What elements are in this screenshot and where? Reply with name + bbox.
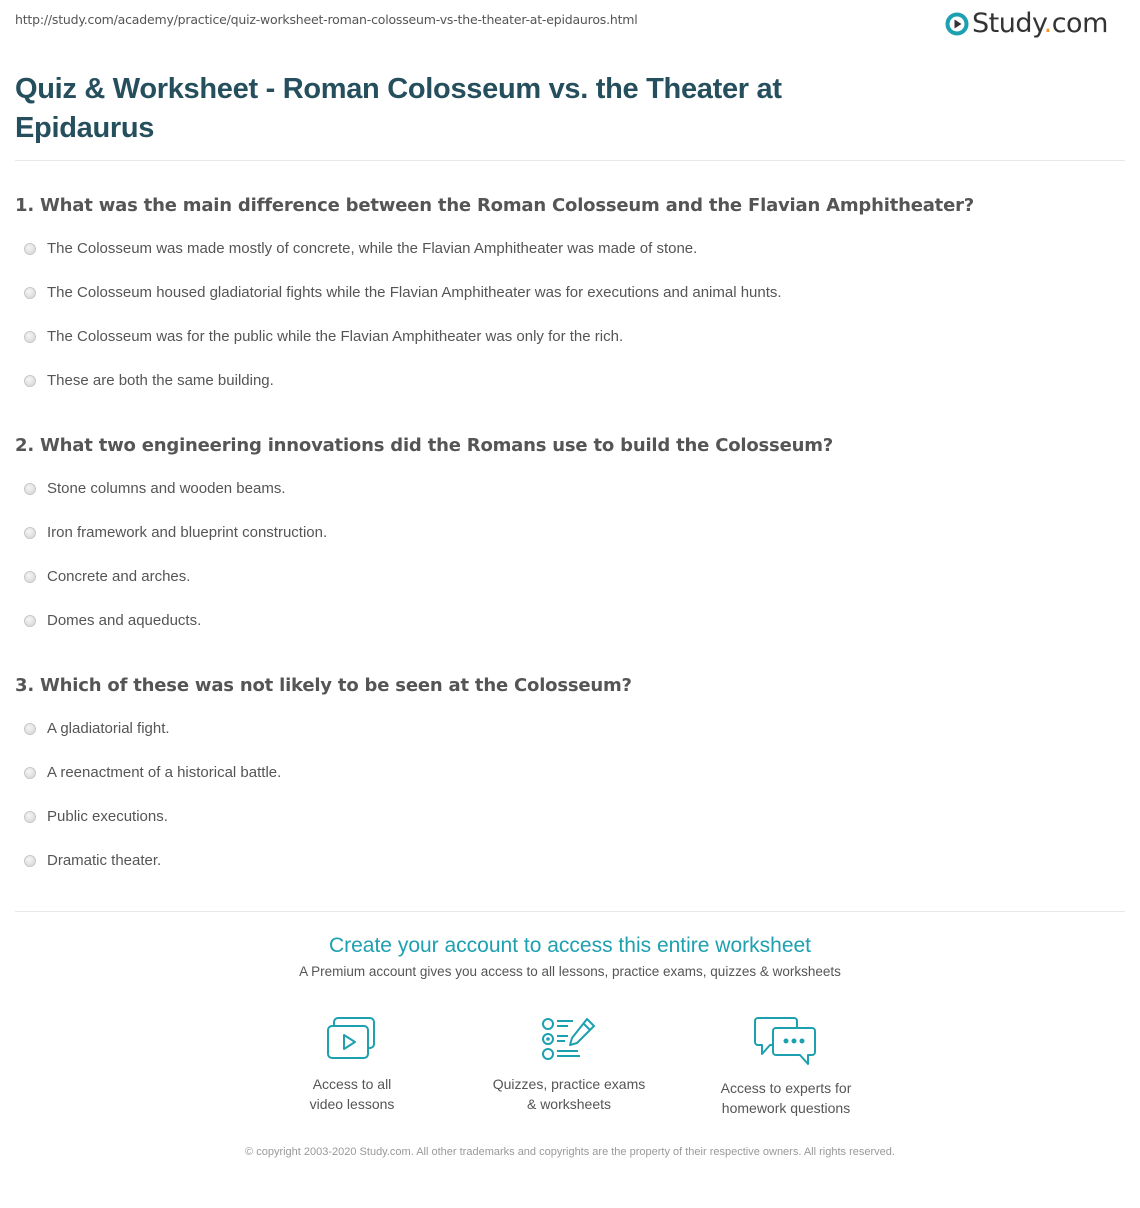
- title-divider: [15, 160, 1125, 161]
- radio-button[interactable]: [24, 527, 36, 539]
- question-3-option-1[interactable]: A gladiatorial fight.: [24, 720, 170, 737]
- cta-title-link[interactable]: Create your account to access this entire worksheet: [328, 934, 812, 957]
- radio-button[interactable]: [24, 331, 36, 343]
- feature-experts: Access to experts for homework questions: [686, 1016, 886, 1118]
- study-logo[interactable]: [945, 9, 1108, 39]
- question-1-option-2[interactable]: The Colosseum housed gladiatorial fights while the Flavian Amphitheater was for executions and animal hunts.: [24, 284, 782, 301]
- radio-button[interactable]: [24, 571, 36, 583]
- question-1-option-4[interactable]: These are both the same building.: [24, 372, 274, 389]
- question-1-option-3[interactable]: The Colosseum was for the public while the Flavian Amphitheater was only for the rich.: [24, 328, 623, 345]
- question-2: 2. What two engineering innovations did the Romans use to build the Colosseum?: [15, 435, 833, 456]
- radio-button[interactable]: [24, 615, 36, 627]
- copyright-notice: © copyright 2003-2020 Study.com. All other trademarks and copyrights are the property of their respective owners. All rights reserved.: [245, 1146, 895, 1158]
- radio-button[interactable]: [24, 855, 36, 867]
- question-2-option-3[interactable]: Concrete and arches.: [24, 568, 190, 585]
- question-2-option-2[interactable]: Iron framework and blueprint construction.: [24, 524, 327, 541]
- question-1: 1. What was the main difference between the Roman Colosseum and the Flavian Amphitheater?: [15, 195, 975, 216]
- logo-text: Study.com: [972, 8, 1108, 39]
- question-3-option-2[interactable]: A reenactment of a historical battle.: [24, 764, 281, 781]
- page-title: Quiz & Worksheet - Roman Colosseum vs. the Theater at Epidaurus: [15, 73, 782, 144]
- question-2-option-4[interactable]: Domes and aqueducts.: [24, 612, 201, 629]
- feature-quizzes: Quizzes, practice exams & worksheets: [469, 1016, 669, 1114]
- question-2-option-1[interactable]: Stone columns and wooden beams.: [24, 480, 285, 497]
- quiz-checklist-icon: [540, 1016, 598, 1062]
- radio-button[interactable]: [24, 483, 36, 495]
- radio-button[interactable]: [24, 243, 36, 255]
- radio-button[interactable]: [24, 287, 36, 299]
- radio-button[interactable]: [24, 723, 36, 735]
- study-play-icon: [945, 12, 969, 36]
- url-bar: http://study.com/academy/practice/quiz-worksheet-roman-colosseum-vs-the-theater-at-epidauros.html: [15, 12, 638, 27]
- cta-subtitle: A Premium account gives you access to all lessons, practice exams, quizzes & worksheets: [299, 964, 841, 979]
- question-1-option-1[interactable]: The Colosseum was made mostly of concrete, while the Flavian Amphitheater was made of stone.: [24, 240, 697, 257]
- video-lessons-icon: [326, 1016, 378, 1062]
- cta-divider: [15, 911, 1125, 912]
- radio-button[interactable]: [24, 375, 36, 387]
- question-3: 3. Which of these was not likely to be seen at the Colosseum?: [15, 675, 632, 696]
- chat-bubbles-icon: [754, 1016, 818, 1066]
- question-3-option-4[interactable]: Dramatic theater.: [24, 852, 161, 869]
- question-3-option-3[interactable]: Public executions.: [24, 808, 168, 825]
- radio-button[interactable]: [24, 767, 36, 779]
- feature-video-lessons: Access to all video lessons: [252, 1016, 452, 1114]
- radio-button[interactable]: [24, 811, 36, 823]
